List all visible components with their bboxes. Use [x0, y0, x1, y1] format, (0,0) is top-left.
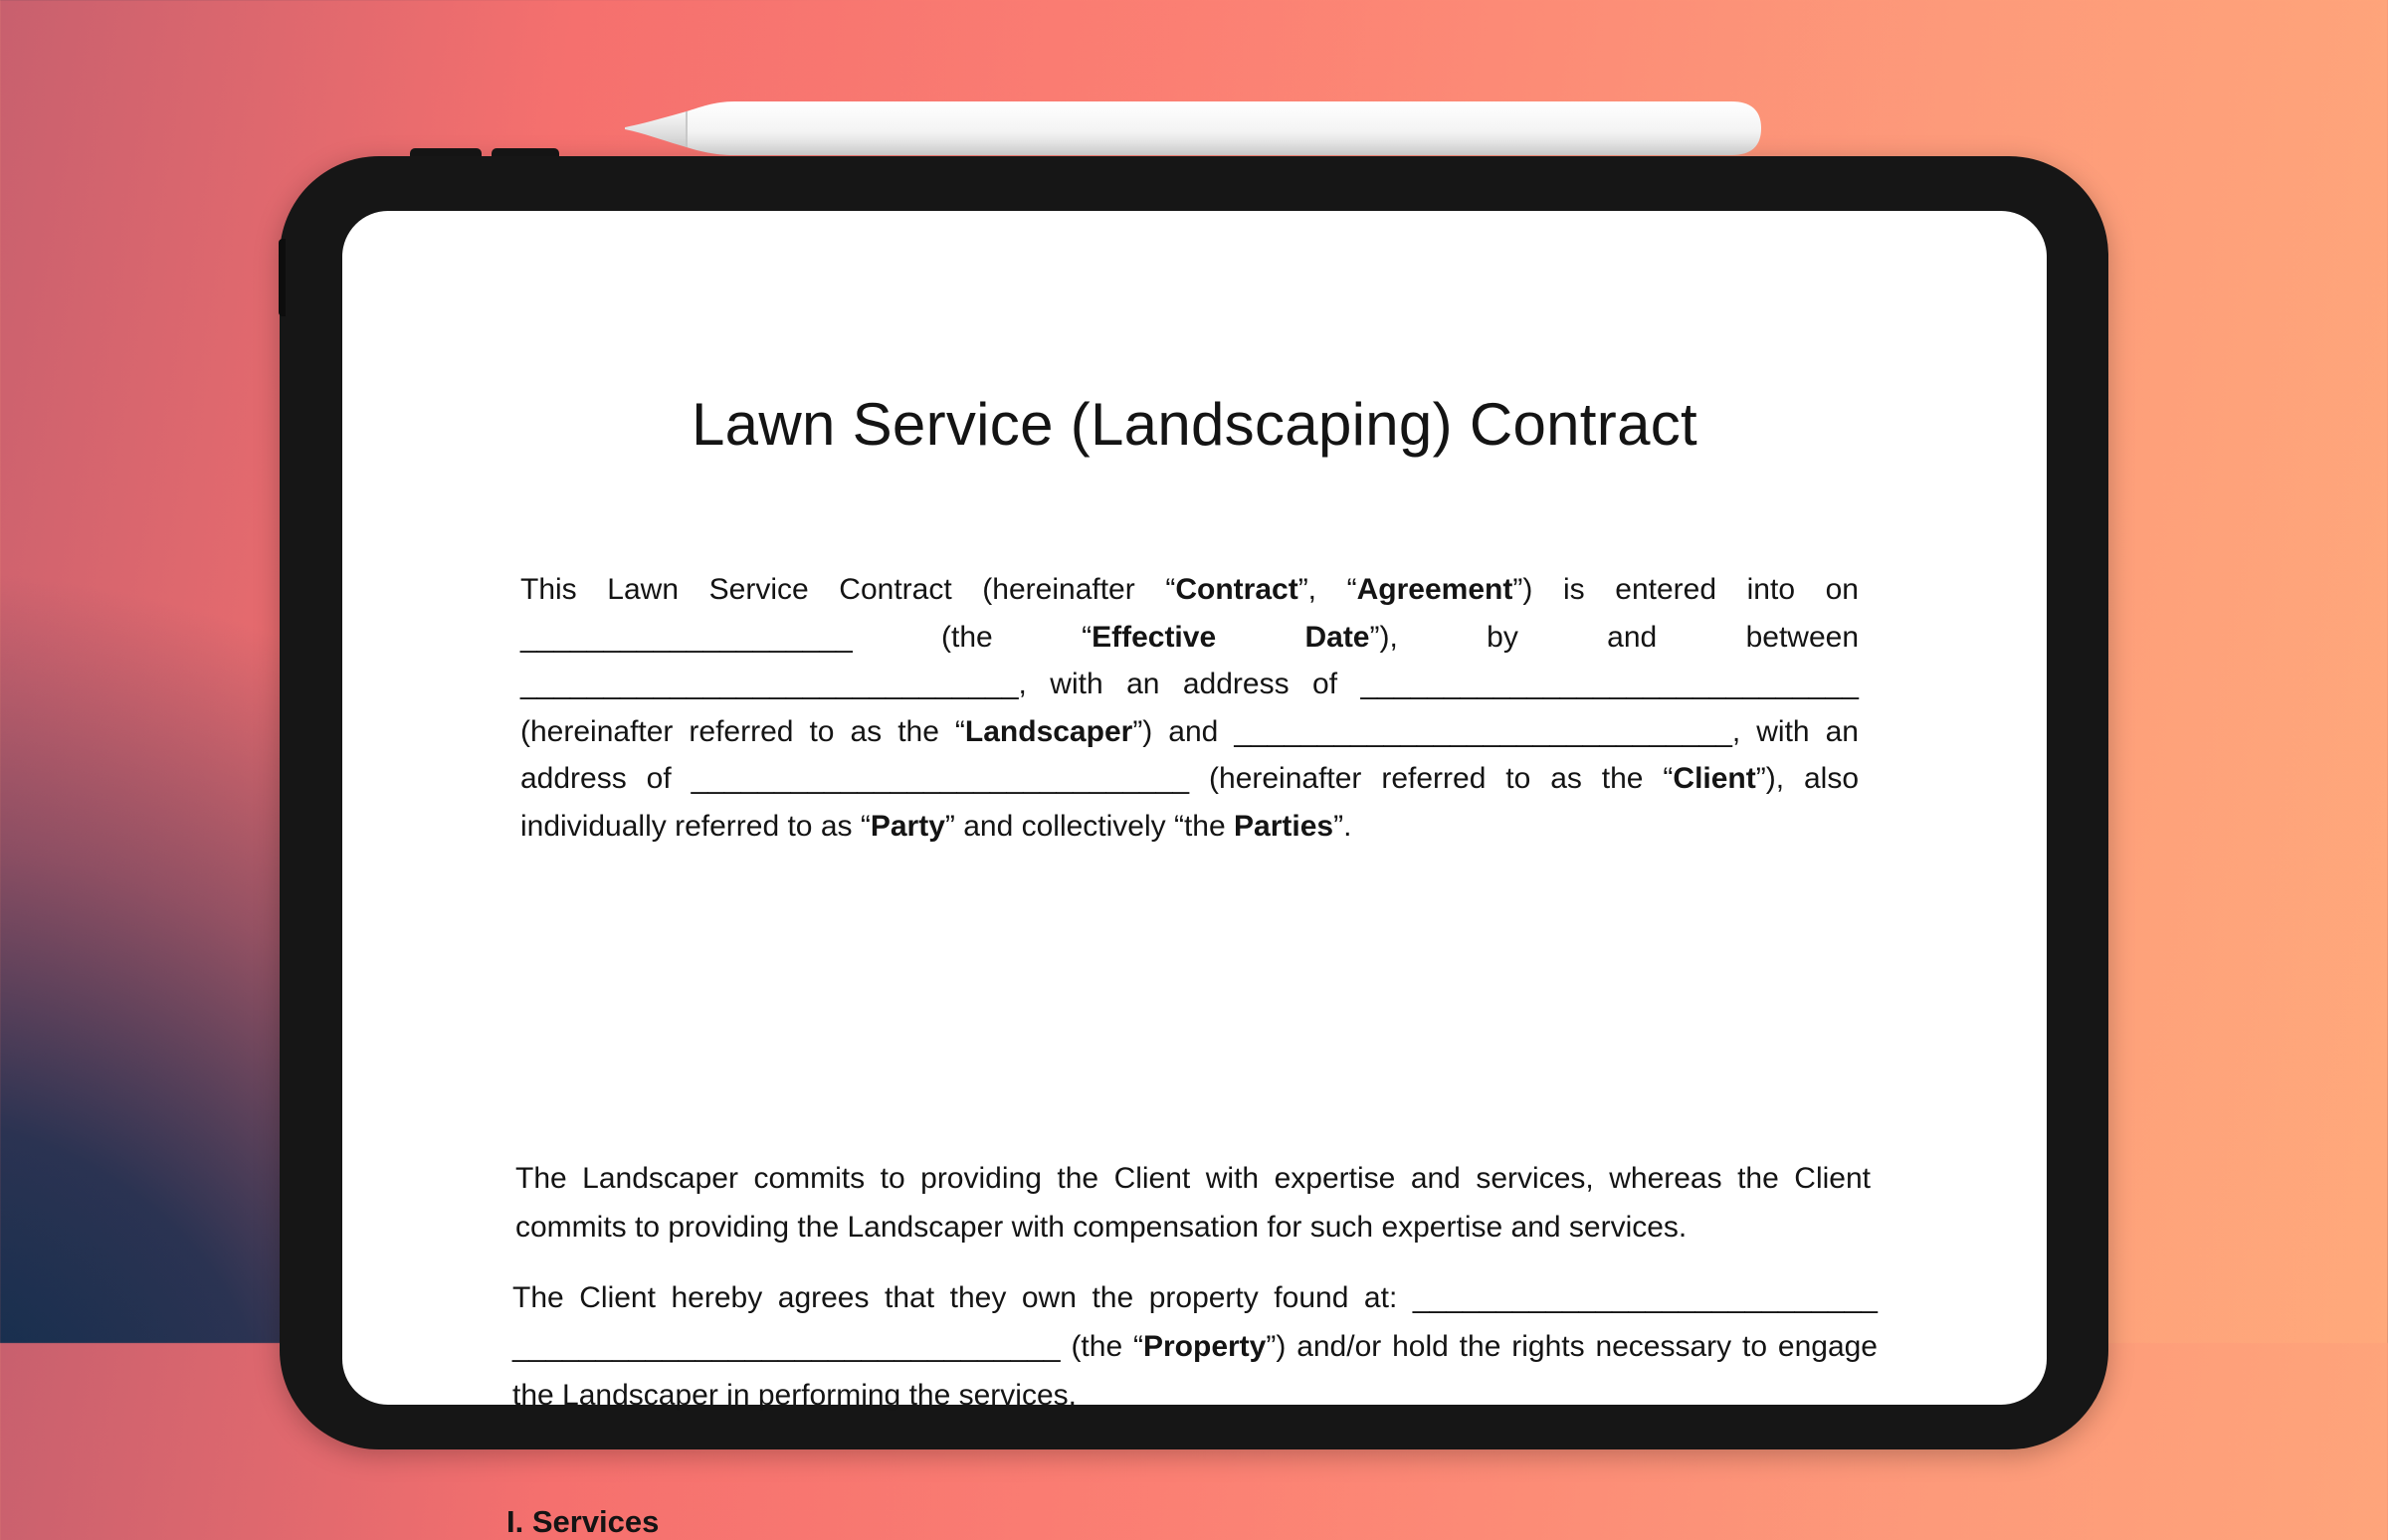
property-address-blank-continued[interactable]: _________________________________ [512, 1330, 1061, 1363]
term-effective-date: Effective Date [1092, 620, 1370, 654]
term-property: Property [1142, 1330, 1267, 1363]
intro-text: ”) is entered into on [1512, 573, 1859, 606]
intro-text: (hereinafter referred to as the “ [1189, 762, 1674, 795]
term-parties: Parties [1234, 809, 1334, 843]
intro-text: (hereinafter referred to as the “ [520, 714, 965, 748]
property-address-blank[interactable]: ____________________________ [1412, 1281, 1878, 1314]
contract-document [342, 211, 2047, 1539]
client-address-blank[interactable]: ______________________________ [691, 762, 1190, 795]
commitment-paragraph: The Landscaper commits to providing the Client with expertise and services, whereas the Client commits to providing the Landscaper with compensation for such expertise and services. [515, 1162, 1871, 1244]
tablet-side-button [279, 239, 286, 316]
term-agreement: Agreement [1356, 573, 1513, 606]
property-paragraph [512, 1273, 1878, 1420]
intro-text: ”), also individually referred to as “ [520, 762, 1860, 843]
intro-text: (the “ [852, 620, 1093, 654]
property-text: (the “ [1060, 1330, 1143, 1363]
landscaper-name-blank[interactable]: ______________________________ [520, 668, 1019, 700]
tablet-screen [342, 211, 2047, 1539]
intro-text: ”, “ [1297, 573, 1357, 606]
intro-text: ”. [1333, 809, 1352, 843]
intro-text: ”), by and between [1369, 620, 1859, 654]
landscaper-address-blank[interactable]: ______________________________ [1360, 668, 1859, 700]
effective-date-blank[interactable]: ____________________ [520, 620, 853, 654]
client-name-blank[interactable]: ______________________________ [1234, 714, 1732, 748]
term-party: Party [870, 809, 945, 843]
property-text: The Client hereby agrees that they own the property found at: [512, 1281, 1413, 1314]
stylus-pencil [625, 97, 1761, 159]
intro-paragraph [520, 566, 1859, 850]
intro-text: This Lawn Service Contract (hereinafter “ [520, 573, 1176, 606]
intro-text: ” and collectively “the [944, 809, 1235, 843]
term-client: Client [1673, 762, 1756, 795]
term-contract: Contract [1175, 573, 1298, 606]
intro-text: , with an address of [1018, 668, 1361, 700]
intro-text: , with an address of [520, 714, 1859, 795]
intro-text: ”) and [1132, 714, 1235, 748]
term-landscaper: Landscaper [964, 714, 1133, 748]
section-heading-services: I. Services [506, 1504, 660, 1539]
property-text: ”) and/or hold the rights necessary to engage the Landscaper in performing the services. [512, 1330, 1878, 1412]
document-title: Lawn Service (Landscaping) Contract [691, 391, 1698, 458]
